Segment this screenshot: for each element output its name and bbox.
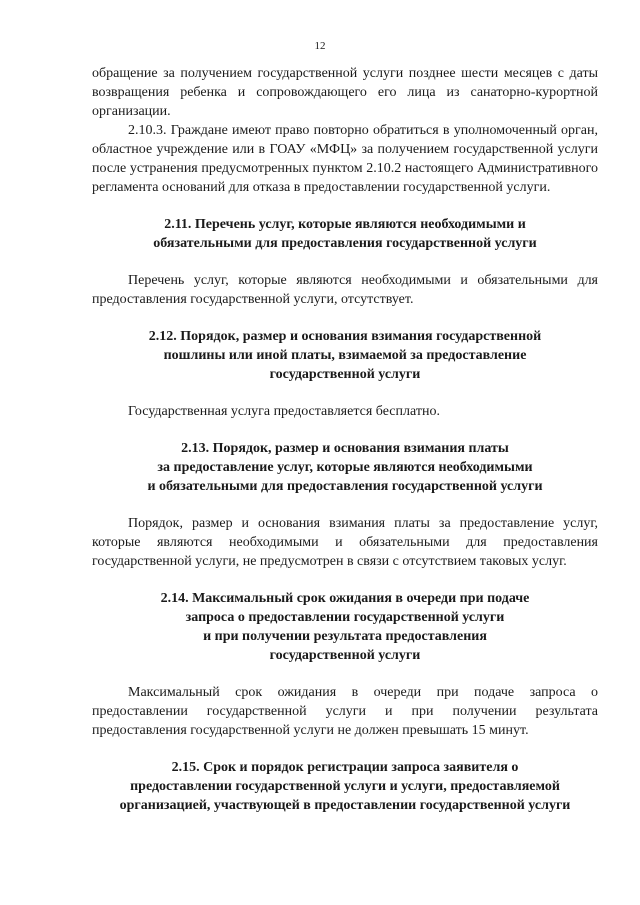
heading-line: организацией, участвующей в предоставлении государственной услуги xyxy=(119,798,571,813)
heading-line: государственной услуги xyxy=(269,367,421,382)
heading-line: 2.15. Срок и порядок регистрации запроса заявителя о xyxy=(171,760,519,775)
heading-line: 2.12. Порядок, размер и основания взимания государственной xyxy=(148,329,542,344)
heading-2-12 xyxy=(92,327,598,384)
paragraph-2-14: Максимальный срок ожидания в очереди при подаче запроса о предоставлении государственной услуги и при получении результата предоставления государственной услуги не должен превышать 15 минут. xyxy=(92,685,598,738)
heading-2-14 xyxy=(92,589,598,665)
heading-line: государственной услуги xyxy=(269,648,421,663)
heading-line: и обязательными для предоставления государственной услуги xyxy=(147,479,543,494)
heading-line: и при получении результата предоставления xyxy=(203,629,487,644)
heading-line: пошлины или иной платы, взимаемой за предоставление xyxy=(163,348,527,363)
paragraph-2-12: Государственная услуга предоставляется бесплатно. xyxy=(128,404,440,419)
paragraph-2-11: Перечень услуг, которые являются необходимыми и обязательными для предоставления государственной услуги, отсутствует. xyxy=(92,273,598,307)
heading-line: 2.13. Порядок, размер и основания взимания платы xyxy=(181,441,509,456)
heading-line: запроса о предоставлении государственной услуги xyxy=(185,610,505,625)
paragraph-2-13: Порядок, размер и основания взимания платы за предоставление услуг, которые являются необходимыми и обязательными для предоставления государственной услуги, не предусмотрен в связи с отсутствием таковых услуг. xyxy=(92,516,598,569)
paragraph-continuation: обращение за получением государственной услуги позднее шести месяцев с даты возвращения ребенка и сопровождающего его лица из санаторно-курортной организации. xyxy=(92,66,598,119)
heading-line: за предоставление услуг, которые являются необходимыми xyxy=(157,460,533,475)
heading-2-11 xyxy=(92,215,598,253)
heading-line: обязательными для предоставления государственной услуги xyxy=(153,236,537,251)
heading-line: предоставлении государственной услуги и услуги, предоставляемой xyxy=(130,779,560,794)
document-body xyxy=(92,64,598,815)
heading-2-13 xyxy=(92,439,598,496)
heading-line: 2.11. Перечень услуг, которые являются необходимыми и xyxy=(164,217,526,232)
heading-line: 2.14. Максимальный срок ожидания в очереди при подаче xyxy=(160,591,530,606)
page-number: 12 xyxy=(314,40,326,52)
paragraph-2-10-3: 2.10.3. Граждане имеют право повторно обратиться в уполномоченный орган, областное учреждение или в ГОАУ «МФЦ» за получением государственной услуги после устранения предусмотренных пунктом 2.10.2 настоящего Административного регламента оснований для отказа в предоставлении государственной услуги. xyxy=(92,123,598,195)
heading-2-15 xyxy=(92,758,598,815)
